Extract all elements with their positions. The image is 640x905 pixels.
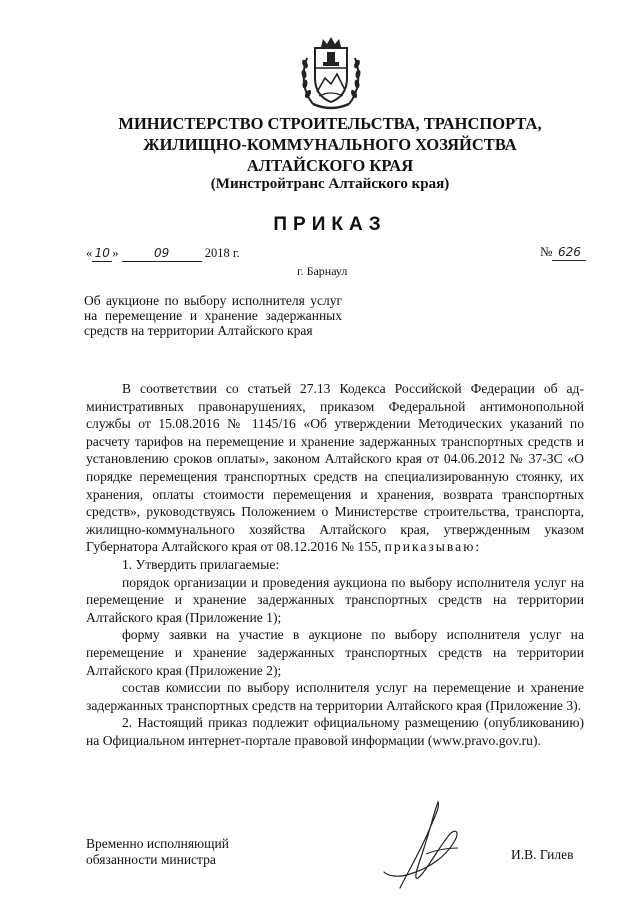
- item-2: 2. Настоящий приказ подлежит официальному размещению (опубликованию) на Официальном интернет-портале правовой информации (www.pravo.gov.ru).: [86, 715, 584, 748]
- number-field: [552, 244, 586, 261]
- date-month-value: 09: [153, 246, 170, 260]
- date-month-field: [122, 246, 202, 262]
- ministry-name: [60, 113, 600, 176]
- signatory-position-line: обязанности министра: [86, 851, 216, 867]
- order-word: приказываю: [384, 539, 476, 555]
- preamble-paragraph: [86, 380, 584, 556]
- handwritten-signature: [380, 798, 470, 892]
- signatory-position: [86, 836, 229, 867]
- coat-of-arms-emblem: [299, 34, 363, 112]
- signatory-name: И.В. Гилев: [511, 847, 574, 862]
- signatory-position-line: Временно исполняющий: [86, 836, 229, 851]
- order-date: [86, 246, 240, 262]
- ministry-name-line: МИНИСТЕРСТВО СТРОИТЕЛЬСТВА, ТРАНСПОРТА,: [118, 114, 542, 133]
- city-name: г. Барнаул: [297, 264, 348, 278]
- date-day-value: 10: [94, 246, 110, 260]
- ministry-name-line: АЛТАЙСКОГО КРАЯ: [246, 156, 414, 175]
- date-open-quote: «: [86, 246, 93, 260]
- preamble-end: :: [475, 539, 480, 555]
- date-close-quote: »: [112, 246, 119, 260]
- item-1-c: состав комиссии по выбору исполнителя услуг на перемещение и хранение задержанных транспортных средств на территории Алтайского края (Приложение 3).: [86, 680, 584, 713]
- document-type-title: ПРИКАЗ: [273, 214, 387, 235]
- date-year: 2018 г.: [204, 246, 240, 260]
- item-1-a: порядок организации и проведения аукциона по выбору исполнителя услуг на перемещение и хранение задержанных транспортных средств на территории Алтайского края (Приложение 1);: [86, 574, 584, 625]
- order-number: [540, 244, 586, 261]
- number-sign: №: [540, 244, 553, 259]
- ministry-name-line: ЖИЛИЩНО-КОММУНАЛЬНОГО ХОЗЯЙСТВА: [143, 135, 517, 154]
- order-body: [86, 380, 584, 749]
- date-day-field: [92, 246, 112, 262]
- item-1: 1. Утвердить прилагаемые:: [122, 556, 280, 572]
- preamble-text: В соответствии со статьей 27.13 Кодекса Российской Федерации об административных правонарушениях, приказом Федеральной антимонопольной службы от 15.08.2016 № 1145/16 «Об утверждении Методических указаний по расчету тарифов на перемещение и хранение задержанных транспортных средств и установлению сроков оплаты», законом Алтайского края от 04.06.2012 № 37-ЗС «О порядке перемещения транспортных средств на специализированную стоянку, их хранения, оплаты стоимости перемещения и хранения, возврата транспортных средств», руководствуясь Положением о Министерстве строительства, транспорта, жилищно-коммунального хозяйства Алтайского края, утвержденным указом Губернатора Алтайского края от 08.12.2016 № 155,: [86, 381, 584, 555]
- item-1-b: форму заявки на участие в аукционе по выбору исполнителя услуг на перемещение и хранение задержанных транспортных средств на территории Алтайского края (Приложение 2);: [86, 627, 584, 678]
- order-subject: Об аукционе по выбору исполнителя услуг на перемещение и хранение задержанных средств на территории Алтайского края: [84, 293, 342, 338]
- ministry-short-name: (Минстройтранс Алтайского края): [210, 176, 450, 192]
- number-value: 626: [557, 245, 581, 259]
